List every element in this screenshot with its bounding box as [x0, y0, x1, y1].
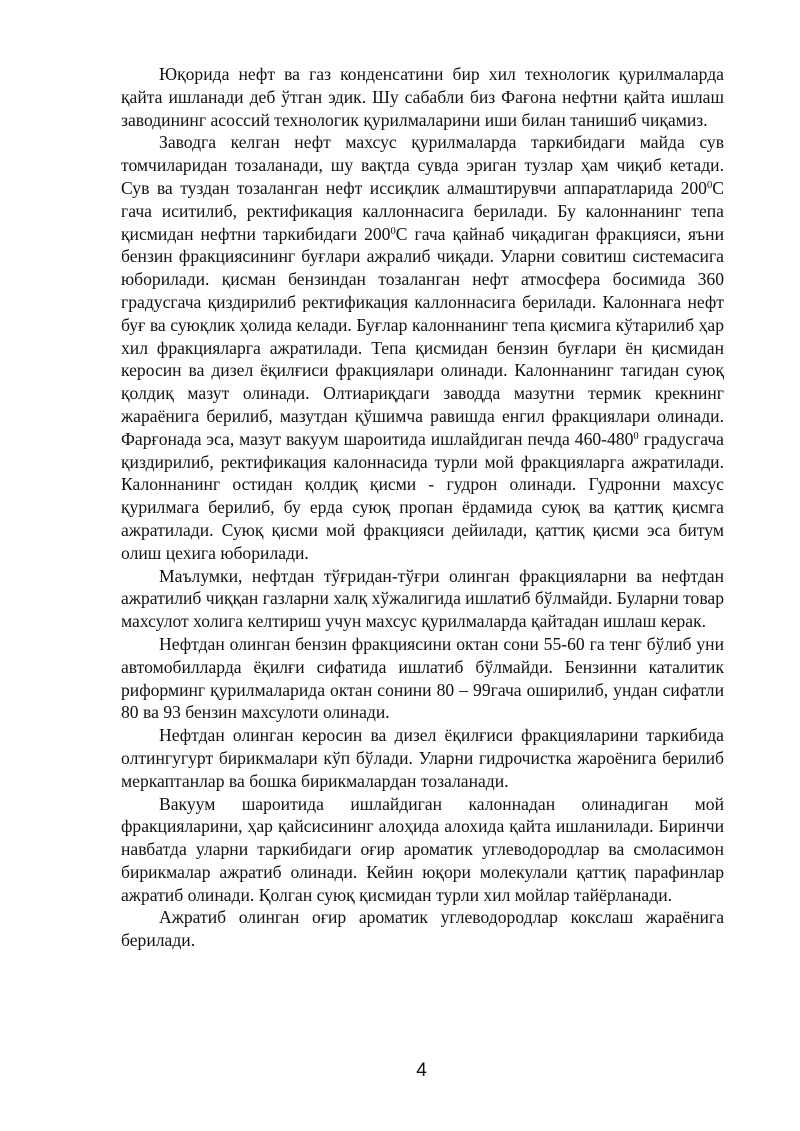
paragraph-7	[121, 906, 724, 952]
text-run: С гача иситилиб, ректификация каллоннасига берилади. Бу калоннанинг тепа қисмидан нефтни таркибидаги 200	[121, 177, 724, 244]
text-run: С гача қайнаб чиқадиган фракцияси, яъни бензин фракциясининг буғлари ажралиб чиқади. Уларни совитиш системасига юборилади. қисман бензиндан тозаланган нефт атмосфера босимида 360 градусгача қиздирилиб ректификация каллоннасига берилади. Калоннага нефт буғ ва суюқлик ҳолида келади. Буғлар калоннанинг тепа қисмига кўтарилиб ҳар хил фракцияларга ажратилади. Тепа қисмидан бензин буғлари ён қисмидан керосин ва дизел ёқилғиси фракциялари олинади. Калоннанинг тагидан суюқ қолдиқ мазут олинади. Олтиариқдаги заводда мазутни термик крекнинг жараёнига берилиб, мазутдан қўшимча равишда енгил фракциялари олинади. Фарғонада эса, мазут вакуум шароитида ишлайдиган печда 460-480	[121, 223, 724, 449]
paragraph-4	[121, 633, 724, 724]
superscript: 0	[390, 225, 396, 237]
body-text	[121, 63, 724, 952]
superscript: 0	[706, 180, 713, 192]
text-run: градусгача қиздирилиб, ректификация калоннасида турли мой фракцияларга ажратилади. Калоннанинг остидан қолдиқ қисми - гудрон олинади. Гудронни махсус қурилмага берилиб, бу ерда суюқ пропан ёрдамида суюқ ва қаттиқ қисмга ажратилади. Суюқ қисми мой фракцияси дейилади, қаттиқ қисми эса битум олиш цехига юборилади.	[121, 428, 724, 563]
page-number: 4	[416, 1060, 427, 1081]
paragraph-3	[121, 565, 724, 633]
paragraph-1	[121, 63, 724, 131]
superscript: 0	[633, 430, 639, 442]
text-run: Нефтдан олинган бензин фракциясини октан сони 55-60 га тенг бўлиб уни автомобилларда ёқилғи сифатида ишлатиб бўлмайди. Бензинни каталитик риформинг қурилмаларида октан сонини 80 – 99гача оширилиб, ундан сифатли 80 ва 93 бензин махсулоти олинади.	[121, 633, 724, 723]
text-run: Маълумки, нефтдан тўғридан-тўғри олинган фракцияларни ва нефтдан ажратилиб чиққан газларни халқ хўжалигида ишлатиб бўлмайди. Буларни товар махсулот холига келтириш учун махсус қурилмаларда қайтадан ишлаш керак.	[121, 565, 725, 632]
paragraph-5	[121, 724, 724, 792]
text-run: Ажратиб олинган оғир ароматик углеводородлар кокслаш жараёнига берилади.	[121, 907, 724, 951]
text-run: Нефтдан олинган керосин ва дизел ёқилғиси фракцияларини таркибида олтингугурт бирикмалари кўп бўлади. Уларни гидрочистка жароёнига берилиб меркаптанлар ва бошка бирикмалардан тозаланади.	[121, 725, 724, 791]
text-run: Вакуум шароитида ишлайдиган калоннадан олинадиган мой фракцияларини, ҳар қайсисининг алоҳида алохида қайта ишланилади. Биринчи навбатда уларни таркибидаги оғир ароматик углеводородлар ва смоласимон бирикмалар ажратиб олинади. Кейин юқори молекулали қаттиқ парафинлар ажратиб олинади. Қолган суюқ қисмидан турли хил мойлар тайёрланади.	[121, 793, 724, 905]
paragraph-2	[121, 131, 724, 564]
paragraph-6	[121, 793, 724, 907]
text-run: Юқорида нефт ва газ конденсатини бир хил технологик қурилмаларда қайта ишланади деб ўтган эдик. Шу сабабли биз Фағона нефтни қайта ишлаш заводининг асоссий технологик қурилмаларини иши билан танишиб чиқамиз.	[121, 64, 724, 130]
text-run: Заводга келган нефт махсус қурилмаларда таркибидаги майда сув томчиларидан тозаланади, шу вақтда сувда эриган тузлар ҳам чиқиб кетади. Сув ва туздан тозаланган нефт иссиқлик алмаштирувчи аппаратларида 200	[121, 132, 724, 198]
